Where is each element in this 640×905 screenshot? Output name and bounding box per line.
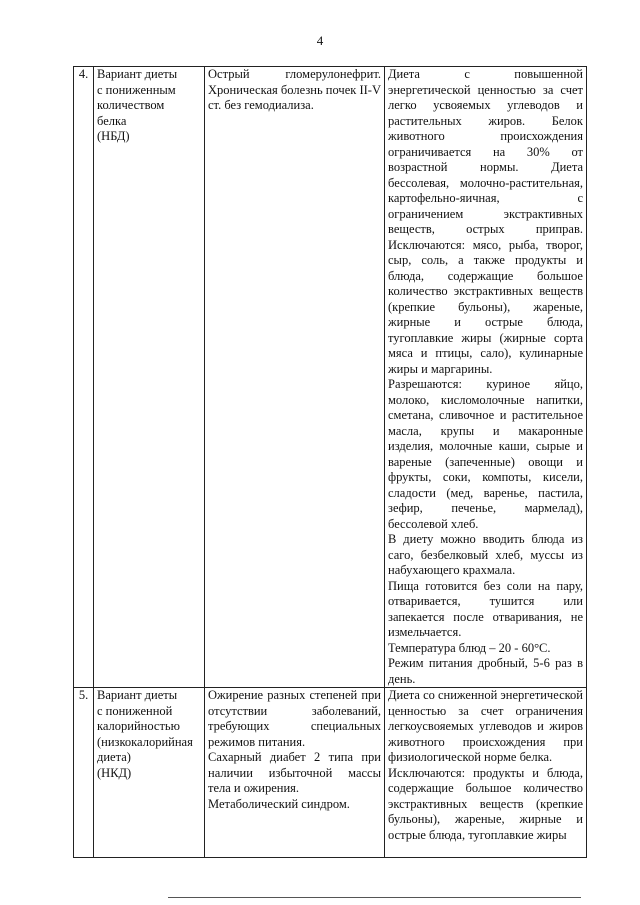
diet-name-line: (низкокалорийная — [97, 734, 193, 749]
indications-cell — [205, 67, 385, 688]
indications-cell — [205, 688, 385, 858]
diet-name-line: калорийностью — [97, 719, 180, 733]
characteristic-paragraph: Диета с повышенной энергетической ценностью за счет легко усвояемых углеводов и растительных жиров. Белок животного происхождения ограничивается на 30% от возрастной нормы. Диета бессолевая, молочно-растительная, картофельно-яичная, с ограничением экстрактивных веществ, острых приправ. Исключаются: мясо, рыба, творог, сыр, соль, а также продукты и блюда, содержащие большое количество экстрактивных веществ (крепкие бульоны), жареные, жирные и острые блюда, тугоплавкие жиры (жирные сорта мяса и птицы, сало), кулинарные жиры и маргарины. — [388, 67, 583, 376]
diet-name-line: белка — [97, 113, 127, 128]
diet-name-line: с пониженным — [97, 82, 176, 97]
table-row — [74, 688, 587, 858]
indication-paragraph: Ожирение разных степеней при отсутствии заболеваний, требующих специальных режимов питания. — [208, 688, 381, 749]
characteristic-paragraph: Разрешаются: куриное яйцо, молоко, кисломолочные напитки, сметана, сливочное и растительное масла, крупы и макаронные изделия, молочные каши, сырые и вареные (запеченные) овощи и фрукты, соки, компоты, кисели, сладости (мед, варенье, пастила, зефир, печенье, мармелад), бессолевой хлеб. — [388, 377, 583, 531]
characteristic-paragraph: В диету можно вводить блюда из саго, безбелковый хлеб, муссы из набухающего крахмала. — [388, 532, 583, 577]
table-row — [74, 67, 587, 688]
diet-name-line: с пониженной — [97, 703, 173, 718]
diet-name-line: (НКД) — [97, 765, 132, 780]
characteristic-paragraph: Исключаются: продукты и блюда, содержащие большое количество экстрактивных веществ (крепкие бульоны), жареные, жирные и острые блюда, тугоплавкие жиры — [388, 765, 583, 842]
indication-paragraph: Сахарный диабет 2 типа при наличии избыточной массы тела и ожирения. — [208, 750, 381, 795]
diet-name-line: количеством — [97, 98, 165, 112]
diet-name-line: (НБД) — [97, 129, 130, 143]
diet-table — [73, 66, 587, 858]
row-number: 4. — [74, 67, 94, 688]
characteristics-cell — [385, 688, 587, 858]
bottom-rule — [168, 897, 581, 898]
diet-name-line: диета) — [97, 750, 131, 764]
diet-name-cell — [94, 688, 205, 858]
diet-name-line: Вариант диеты — [97, 67, 178, 81]
characteristic-paragraph: Режим питания дробный, 5-6 раз в день. — [388, 656, 583, 686]
indication-paragraph: Метаболический синдром. — [208, 796, 350, 811]
page-number: 4 — [316, 33, 324, 48]
diet-name-line: Вариант диеты — [97, 688, 178, 702]
indication-paragraph: Острый гломерулонефрит. Хроническая болезнь почек II-V ст. без гемодиализа. — [208, 67, 381, 112]
row-number: 5. — [74, 688, 94, 858]
diet-name-cell — [94, 67, 205, 688]
characteristics-cell — [385, 67, 587, 688]
characteristic-paragraph: Пища готовится без соли на пару, отваривается, тушится или запекается после отваривания, не измельчается. — [388, 578, 583, 639]
characteristic-paragraph: Диета со сниженной энергетической ценностью за счет ограничения легкоусвояемых углеводов и жиров животного происхождения при физиологической норме белка. — [388, 688, 583, 764]
characteristic-paragraph: Температура блюд – 20 - 60°C. — [388, 640, 551, 655]
